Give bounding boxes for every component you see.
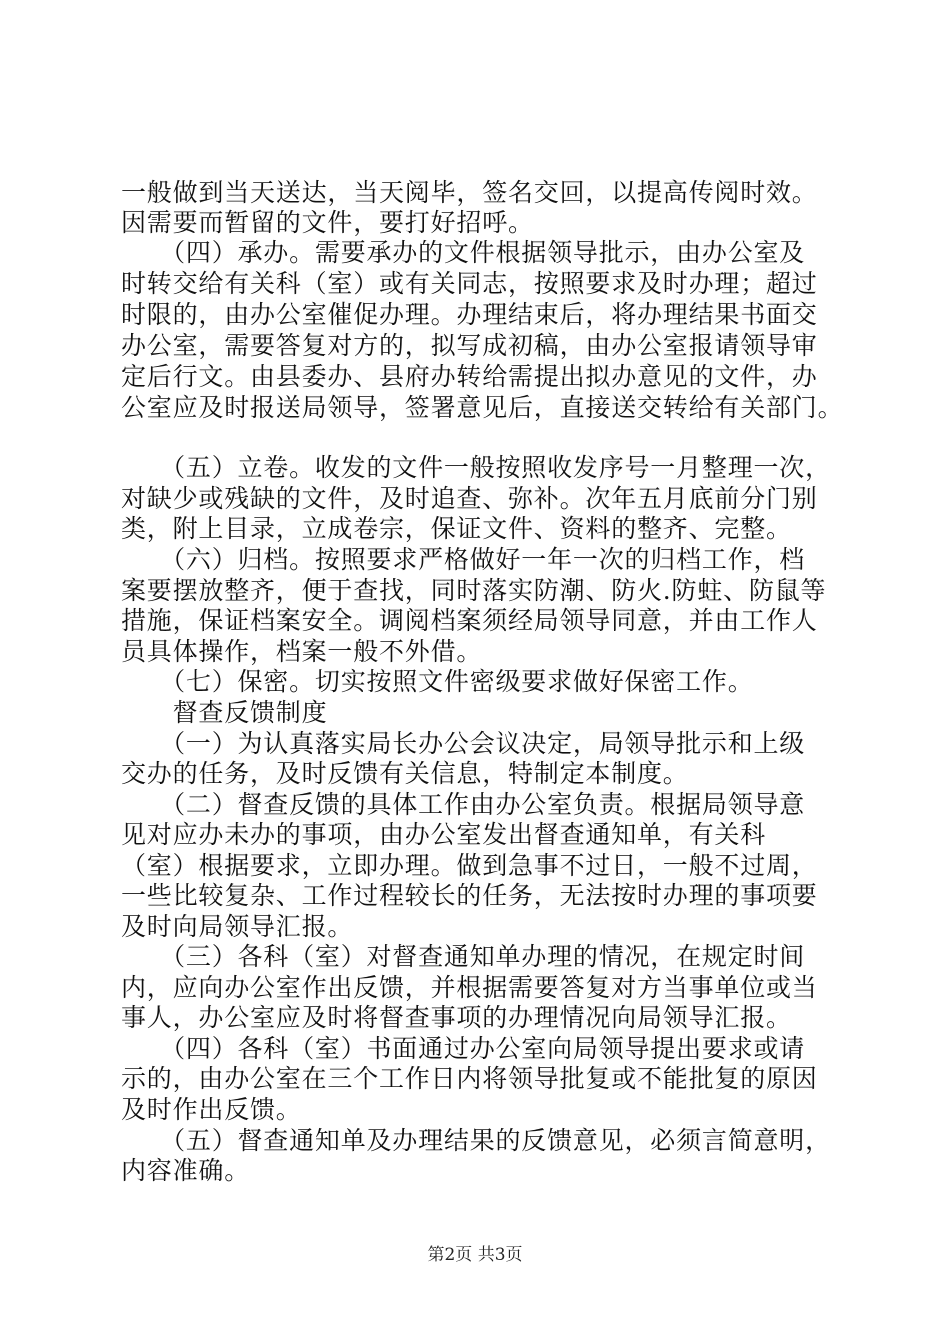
body-line: 交办的任务，及时反馈有关信息，特制定本制度。 xyxy=(121,759,689,788)
body-line: 公室应及时报送局领导，签署意见后，直接送交转给有关部门。 xyxy=(121,393,844,422)
body-line: 时限的，由办公室催促办理。办理结束后，将办理结果书面交 xyxy=(121,300,818,329)
body-line: （五）督查通知单及办理结果的反馈意见，必须言简意明， xyxy=(121,1126,831,1155)
body-line: （五）立卷。收发的文件一般按照收发序号一月整理一次， xyxy=(121,453,831,482)
body-line: 见对应办未办的事项，由办公室发出督查通知单，有关科 xyxy=(121,820,767,849)
body-line: 办公室，需要答复对方的，拟写成初稿，由办公室报请领导审 xyxy=(121,331,818,360)
body-line: 一些比较复杂、工作过程较长的任务，无法按时办理的事项要 xyxy=(121,881,818,910)
page-footer: 第2页 共3页 xyxy=(427,1245,523,1265)
body-line: 及时向局领导汇报。 xyxy=(121,912,354,941)
body-line: 示的，由办公室在三个工作日内将领导批复或不能批复的原因 xyxy=(121,1064,818,1093)
section-heading: 督查反馈制度 xyxy=(121,698,328,727)
body-line: （二）督查反馈的具体工作由办公室负责。根据局领导意 xyxy=(121,790,806,819)
body-line: （一）为认真落实局长办公会议决定，局领导批示和上级 xyxy=(121,729,806,758)
body-line: 及时作出反馈。 xyxy=(121,1095,302,1124)
body-line: 定后行文。由县委办、县府办转给需提出拟办意见的文件，办 xyxy=(121,362,818,391)
body-line: 内，应向办公室作出反馈，并根据需要答复对方当事单位或当 xyxy=(121,973,818,1002)
body-line: 员具体操作，档案一般不外借。 xyxy=(121,637,483,666)
body-line: 因需要而暂留的文件，要打好招呼。 xyxy=(121,208,534,237)
body-line: 事人，办公室应及时将督查事项的办理情况向局领导汇报。 xyxy=(121,1003,792,1032)
body-line: 类，附上目录，立成卷宗，保证文件、资料的整齐、完整。 xyxy=(121,514,792,543)
body-line: （七）保密。切实按照文件密级要求做好保密工作。 xyxy=(121,667,754,696)
body-line: 时转交给有关科（室）或有关同志，按照要求及时办理；超过 xyxy=(121,269,818,298)
body-line: 案要摆放整齐，便于查找，同时落实防潮、防火.防蛀、防鼠等 xyxy=(121,576,827,605)
body-line: 一般做到当天送达，当天阅毕，签名交回，以提高传阅时效。 xyxy=(121,178,818,207)
body-line: 对缺少或残缺的文件，及时追查、弥补。次年五月底前分门别 xyxy=(121,484,818,513)
body-line: （六）归档。按照要求严格做好一年一次的归档工作，档 xyxy=(121,545,806,574)
body-line: 内容准确。 xyxy=(121,1156,251,1185)
body-line: （三）各科（室）对督查通知单办理的情况，在规定时间 xyxy=(121,942,806,971)
body-line: （室）根据要求，立即办理。做到急事不过日，一般不过周， xyxy=(121,851,818,880)
body-line: （四）承办。需要承办的文件根据领导批示，由办公室及 xyxy=(121,238,806,267)
body-line: （四）各科（室）书面通过办公室向局领导提出要求或请 xyxy=(121,1034,806,1063)
body-line: 措施，保证档案安全。调阅档案须经局领导同意，并由工作人 xyxy=(121,606,818,635)
